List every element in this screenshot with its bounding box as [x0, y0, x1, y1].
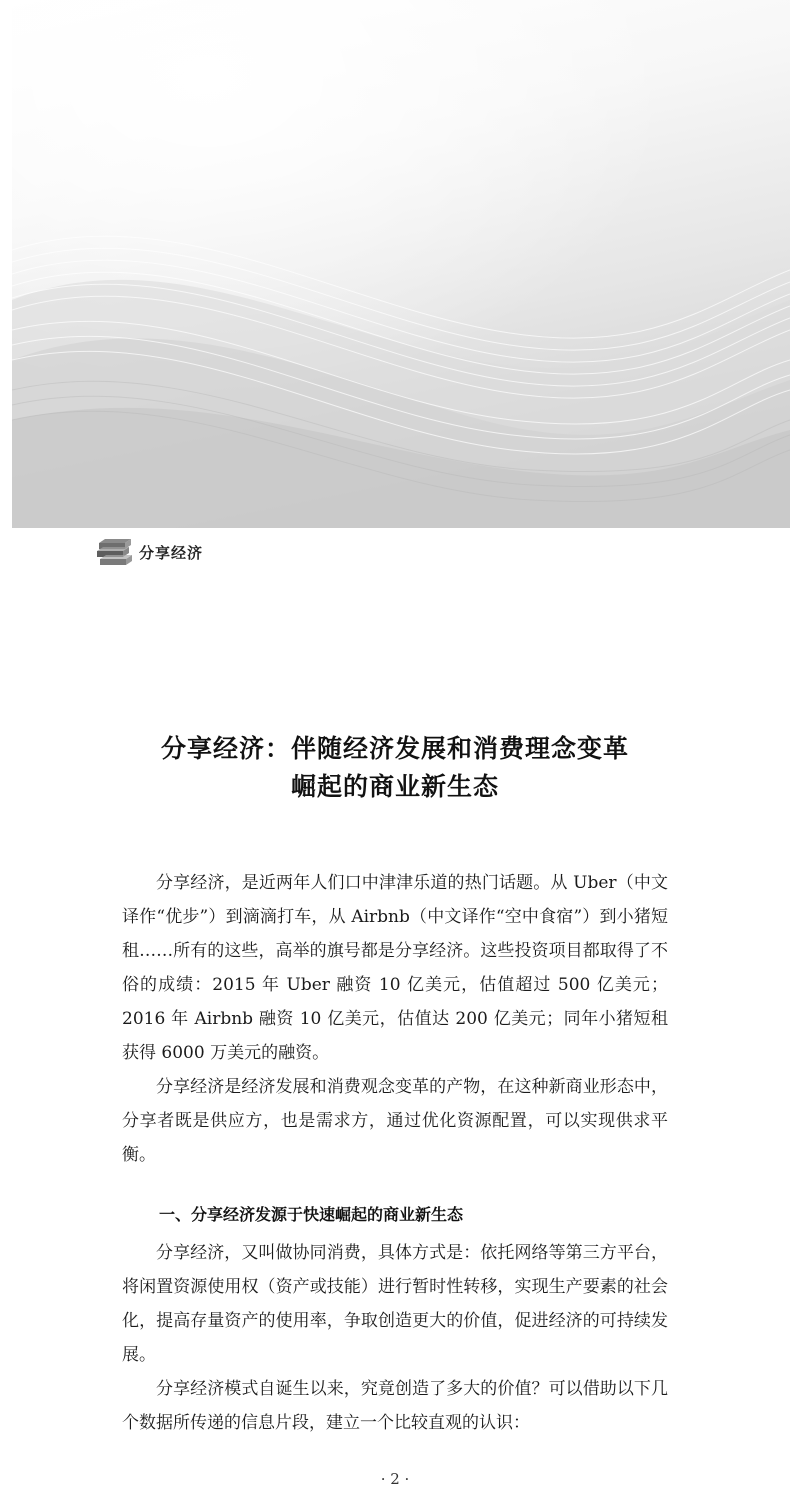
section-text — [122, 1236, 668, 1440]
page-number: · 2 · — [380, 1470, 410, 1488]
paragraph: 分享经济，又叫做协同消费，具体方式是：依托网络等第三方平台，将闲置资源使用权（资产或技能）进行暂时性转移，实现生产要素的社会化，提高存量资产的使用率，争取创造更大的价值，促进经济的可持续发展。 — [122, 1243, 668, 1365]
section-heading: 一、分享经济发源于快速崛起的商业新生态 — [159, 1205, 464, 1224]
cover-wave-image — [12, 0, 790, 528]
paragraph: 分享经济，是近两年人们口中津津乐道的热门话题。从 Uber（中文译作“优步”）到滴滴打车，从 Airbnb（中文译作“空中食宿”）到小猪短租……所有的这些，高举的旗号都是分享经济。这些投资项目都取得了不俗的成绩：2015 年 Uber 融资 10 亿美元，估值超过 500 亿美元；2016 年 Airbnb 融资 10 亿美元，估值达 200 亿美元；同年小猪短租获得 6000 万美元的融资。 — [122, 873, 668, 1063]
chapter-title-line-1: 分享经济：伴随经济发展和消费理念变革 — [160, 734, 629, 763]
chapter-title-line-2: 崛起的商业新生态 — [290, 772, 499, 801]
running-header — [95, 534, 203, 570]
books-icon — [95, 534, 135, 570]
paragraph: 分享经济模式自诞生以来，究竟创造了多大的价值？可以借助以下几个数据所传递的信息片段，建立一个比较直观的认识： — [122, 1379, 668, 1433]
running-header-label: 分享经济 — [139, 543, 204, 562]
paragraph: 分享经济是经济发展和消费观念变革的产物，在这种新商业形态中，分享者既是供应方，也是需求方，通过优化资源配置，可以实现供求平衡。 — [122, 1077, 668, 1165]
intro-text — [122, 866, 668, 1172]
